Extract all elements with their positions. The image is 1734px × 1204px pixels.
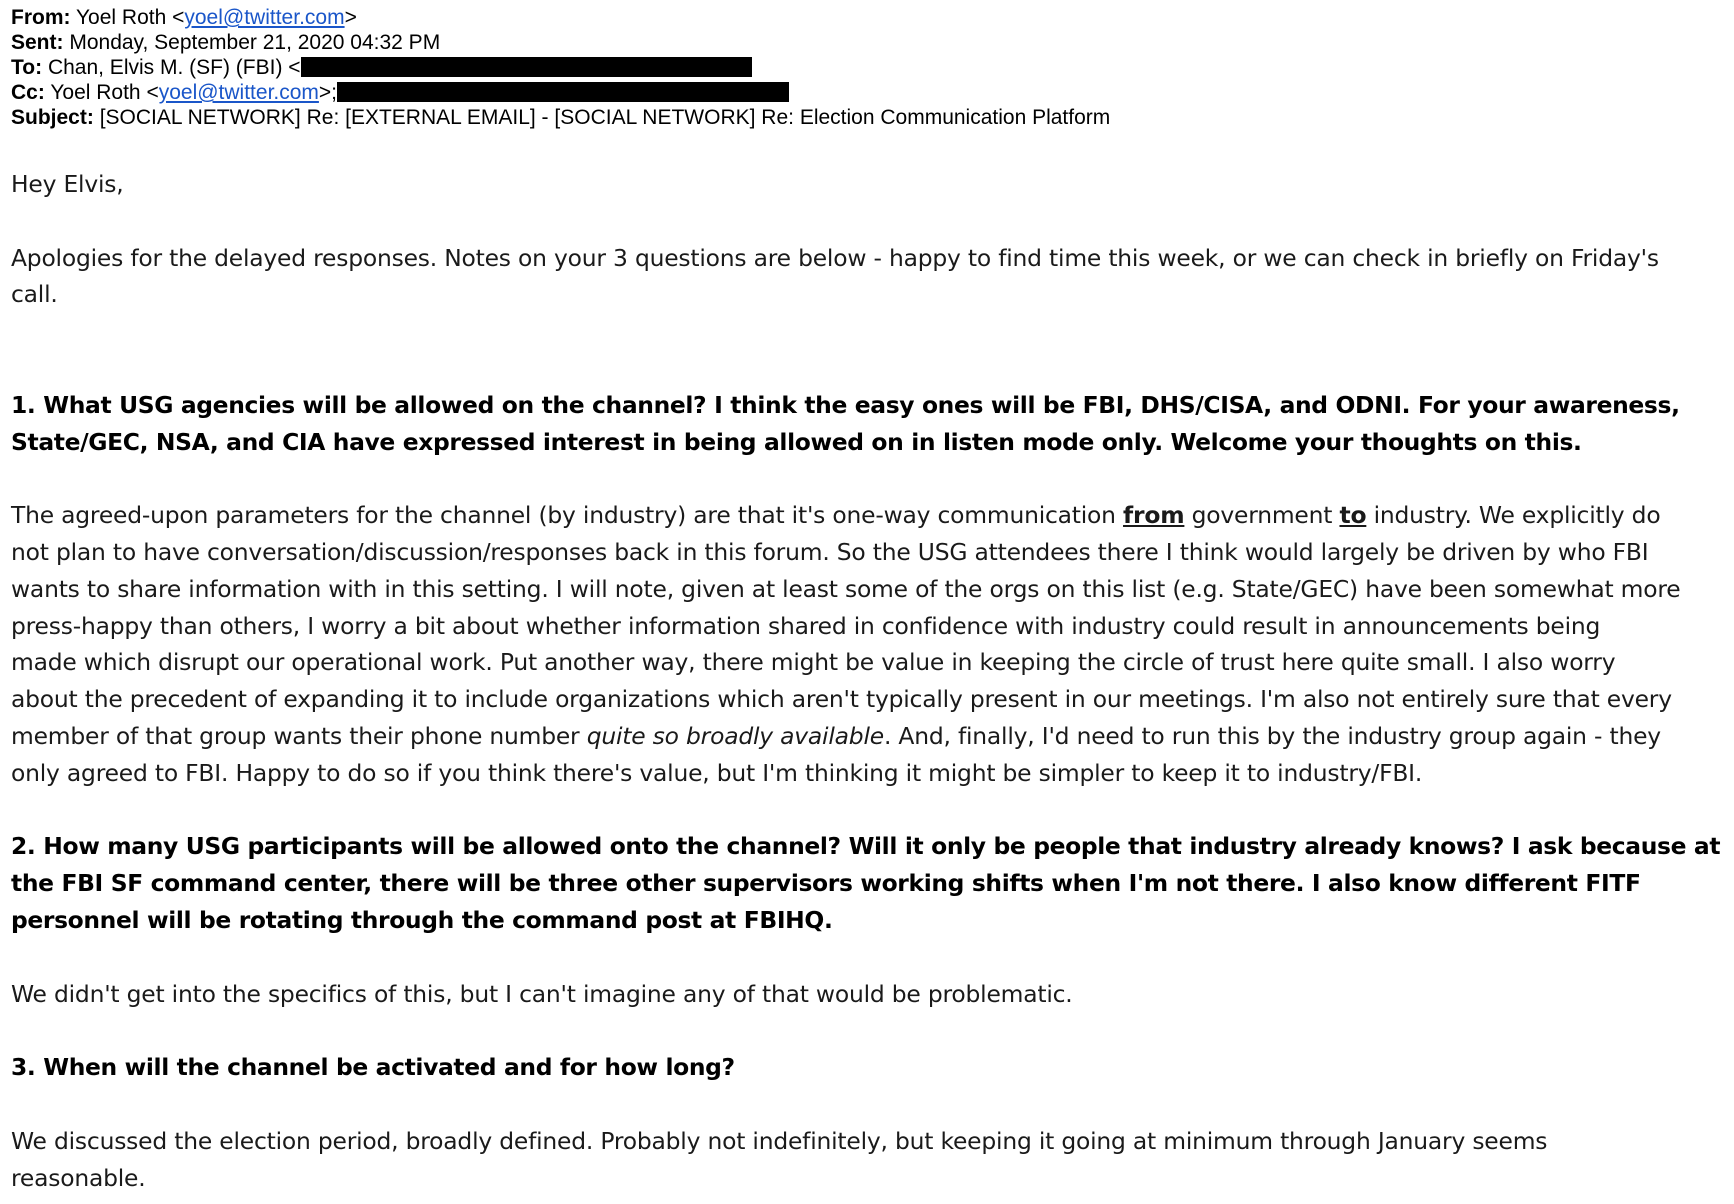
- question-2-line: 2. How many USG participants will be allowed onto the channel? Will it only be people that industry already knows? I ask because at: [11, 832, 1721, 861]
- cc-email-link[interactable]: yoel@twitter.com: [158, 81, 319, 104]
- answer-1-text: government: [1184, 501, 1340, 530]
- spacer: [11, 203, 1733, 240]
- answer-1-line: [11, 497, 1733, 534]
- answer-1-line: about the precedent of expanding it to include organizations which aren't typically present in our meetings. I'm also not entirely sure that every: [11, 685, 1672, 714]
- emphasis-italic: quite so broadly available: [586, 721, 884, 750]
- from-row: [11, 5, 1110, 30]
- cc-name: Yoel Roth <: [50, 81, 159, 104]
- email-header: [11, 5, 1110, 130]
- spacer: [11, 939, 1733, 976]
- question-1-line: State/GEC, NSA, and CIA have expressed interest in being allowed on in listen mode only. Welcome your thoughts on this.: [11, 427, 1582, 456]
- answer-1-text: . And, finally, I'd need to run this by the industry group again - they: [883, 721, 1661, 750]
- answer-3-line: reasonable.: [11, 1163, 146, 1192]
- to-row: [11, 55, 1110, 80]
- to-value: Chan, Elvis M. (SF) (FBI) <: [47, 56, 301, 79]
- cc-close: >;: [318, 81, 338, 104]
- from-label: From:: [11, 6, 71, 29]
- to-label: To:: [11, 56, 43, 79]
- answer-1-line: not plan to have conversation/discussion/responses back in this forum. So the USG attendees there I think would largely be driven by who FBI: [11, 537, 1649, 566]
- answer-1-line: [11, 718, 1733, 755]
- intro-line: call.: [11, 280, 58, 309]
- redaction-bar: [301, 57, 752, 77]
- answer-1-line: only agreed to FBI. Happy to do so if you think there's value, but I'm thinking it might be simpler to keep it to industry/FBI.: [11, 758, 1423, 787]
- sent-row: [11, 30, 1110, 55]
- intro-line: Apologies for the delayed responses. Notes on your 3 questions are below - happy to find time this week, or we can check in briefly on Friday's: [11, 243, 1659, 272]
- question-2-line: personnel will be rotating through the command post at FBIHQ.: [11, 905, 833, 934]
- sent-label: Sent:: [11, 31, 64, 54]
- answer-1-text: industry. We explicitly do: [1366, 501, 1661, 530]
- email-body: [11, 166, 1733, 1196]
- spacer: [11, 460, 1733, 497]
- spacer: [11, 1086, 1733, 1123]
- emphasis-from: from: [1123, 501, 1185, 530]
- spacer: [11, 792, 1733, 829]
- subject-label: Subject:: [11, 106, 94, 129]
- question-1-line: 1. What USG agencies will be allowed on the channel? I think the easy ones will be FBI, DHS/CISA, and ODNI. For your awareness,: [11, 390, 1680, 419]
- spacer: [11, 1012, 1733, 1049]
- subject-row: [11, 105, 1110, 130]
- cc-label: Cc:: [11, 81, 45, 104]
- answer-1-line: wants to share information with in this setting. I will note, given at least some of the orgs on this list (e.g. State/GEC) have been somewhat more: [11, 574, 1681, 603]
- emphasis-to: to: [1339, 501, 1367, 530]
- from-close: >: [344, 6, 357, 29]
- question-3-line: 3. When will the channel be activated and for how long?: [11, 1053, 735, 1082]
- answer-2-line: We didn't get into the specifics of this, but I can't imagine any of that would be problematic.: [11, 979, 1073, 1008]
- sent-value: Monday, September 21, 2020 04:32 PM: [69, 31, 441, 54]
- answer-1-line: press-happy than others, I worry a bit about whether information shared in confidence with industry could result in announcements being: [11, 611, 1601, 640]
- from-email-link[interactable]: yoel@twitter.com: [184, 6, 345, 29]
- answer-1-text: The agreed-upon parameters for the channel (by industry) are that it's one-way communication: [11, 501, 1124, 530]
- subject-value: [SOCIAL NETWORK] Re: [EXTERNAL EMAIL] - [SOCIAL NETWORK] Re: Election Communication Platform: [99, 106, 1111, 129]
- question-2-line: the FBI SF command center, there will be three other supervisors working shifts when I'm not there. I also know different FITF: [11, 869, 1641, 898]
- answer-1-line: made which disrupt our operational work. Put another way, there might be value in keeping the circle of trust here quite small. I also worry: [11, 648, 1616, 677]
- answer-1-text: member of that group wants their phone number: [11, 721, 587, 750]
- greeting: Hey Elvis,: [11, 170, 124, 198]
- cc-row: [11, 80, 1110, 105]
- from-name: Yoel Roth <: [75, 6, 185, 29]
- redaction-bar: [337, 82, 789, 102]
- spacer: [11, 313, 1733, 387]
- answer-3-line: We discussed the election period, broadly defined. Probably not indefinitely, but keeping it going at minimum through January seems: [11, 1126, 1548, 1155]
